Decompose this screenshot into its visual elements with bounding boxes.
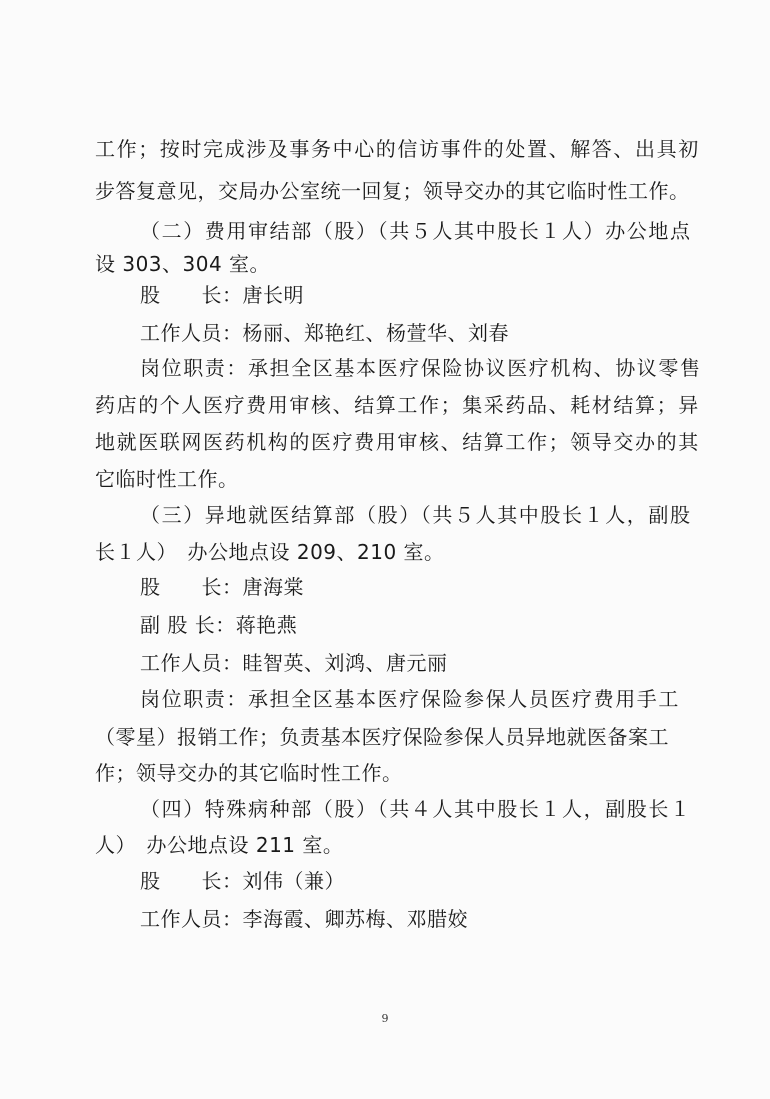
body-line: 地就医联网医药机构的医疗费用审核、结算工作；领导交办的其 bbox=[95, 430, 700, 454]
body-line: 人） 办公地点设 211 室。 bbox=[95, 833, 344, 857]
body-line: 工作；按时完成涉及事务中心的信访事件的处置、解答、出具初 bbox=[95, 137, 700, 161]
section-heading: （四）特殊病种部（股）（共４人其中股长１人，副股长１ bbox=[140, 797, 692, 821]
staff-line: 股 长：刘伟（兼） bbox=[140, 869, 345, 893]
staff-line: 股 长：唐海棠 bbox=[140, 575, 304, 599]
body-line: 长１人） 办公地点设 209、210 室。 bbox=[95, 540, 445, 564]
body-line: 岗位职责：承担全区基本医疗保险协议医疗机构、协议零售 bbox=[140, 356, 702, 380]
body-line: 步答复意见，交局办公室统一回复；领导交办的其它临时性工作。 bbox=[95, 179, 690, 203]
staff-line: 工作人员：眭智英、刘鸿、唐元丽 bbox=[140, 651, 448, 675]
page-number: 9 bbox=[381, 1012, 389, 1025]
staff-line: 工作人员：杨丽、郑艳红、杨萱华、刘春 bbox=[140, 321, 509, 345]
body-line: 岗位职责：承担全区基本医疗保险参保人员医疗费用手工 bbox=[140, 687, 680, 711]
body-line: 设 303、304 室。 bbox=[95, 252, 271, 276]
body-line: （零星）报销工作；负责基本医疗保险参保人员异地就医备案工 bbox=[95, 725, 669, 749]
staff-line: 工作人员：李海霞、卿苏梅、邓腊姣 bbox=[140, 907, 468, 931]
staff-line: 副 股 长：蒋艳燕 bbox=[140, 613, 298, 637]
body-line: 药店的个人医疗费用审核、结算工作；集采药品、耗材结算；异 bbox=[95, 393, 700, 417]
section-heading: （三）异地就医结算部（股）（共５人其中股长１人，副股 bbox=[140, 503, 692, 527]
body-line: 它临时性工作。 bbox=[95, 467, 239, 491]
staff-line: 股 长：唐长明 bbox=[140, 283, 304, 307]
body-line: 作；领导交办的其它临时性工作。 bbox=[95, 761, 403, 785]
section-heading: （二）费用审结部（股）（共５人其中股长１人）办公地点 bbox=[140, 219, 692, 243]
